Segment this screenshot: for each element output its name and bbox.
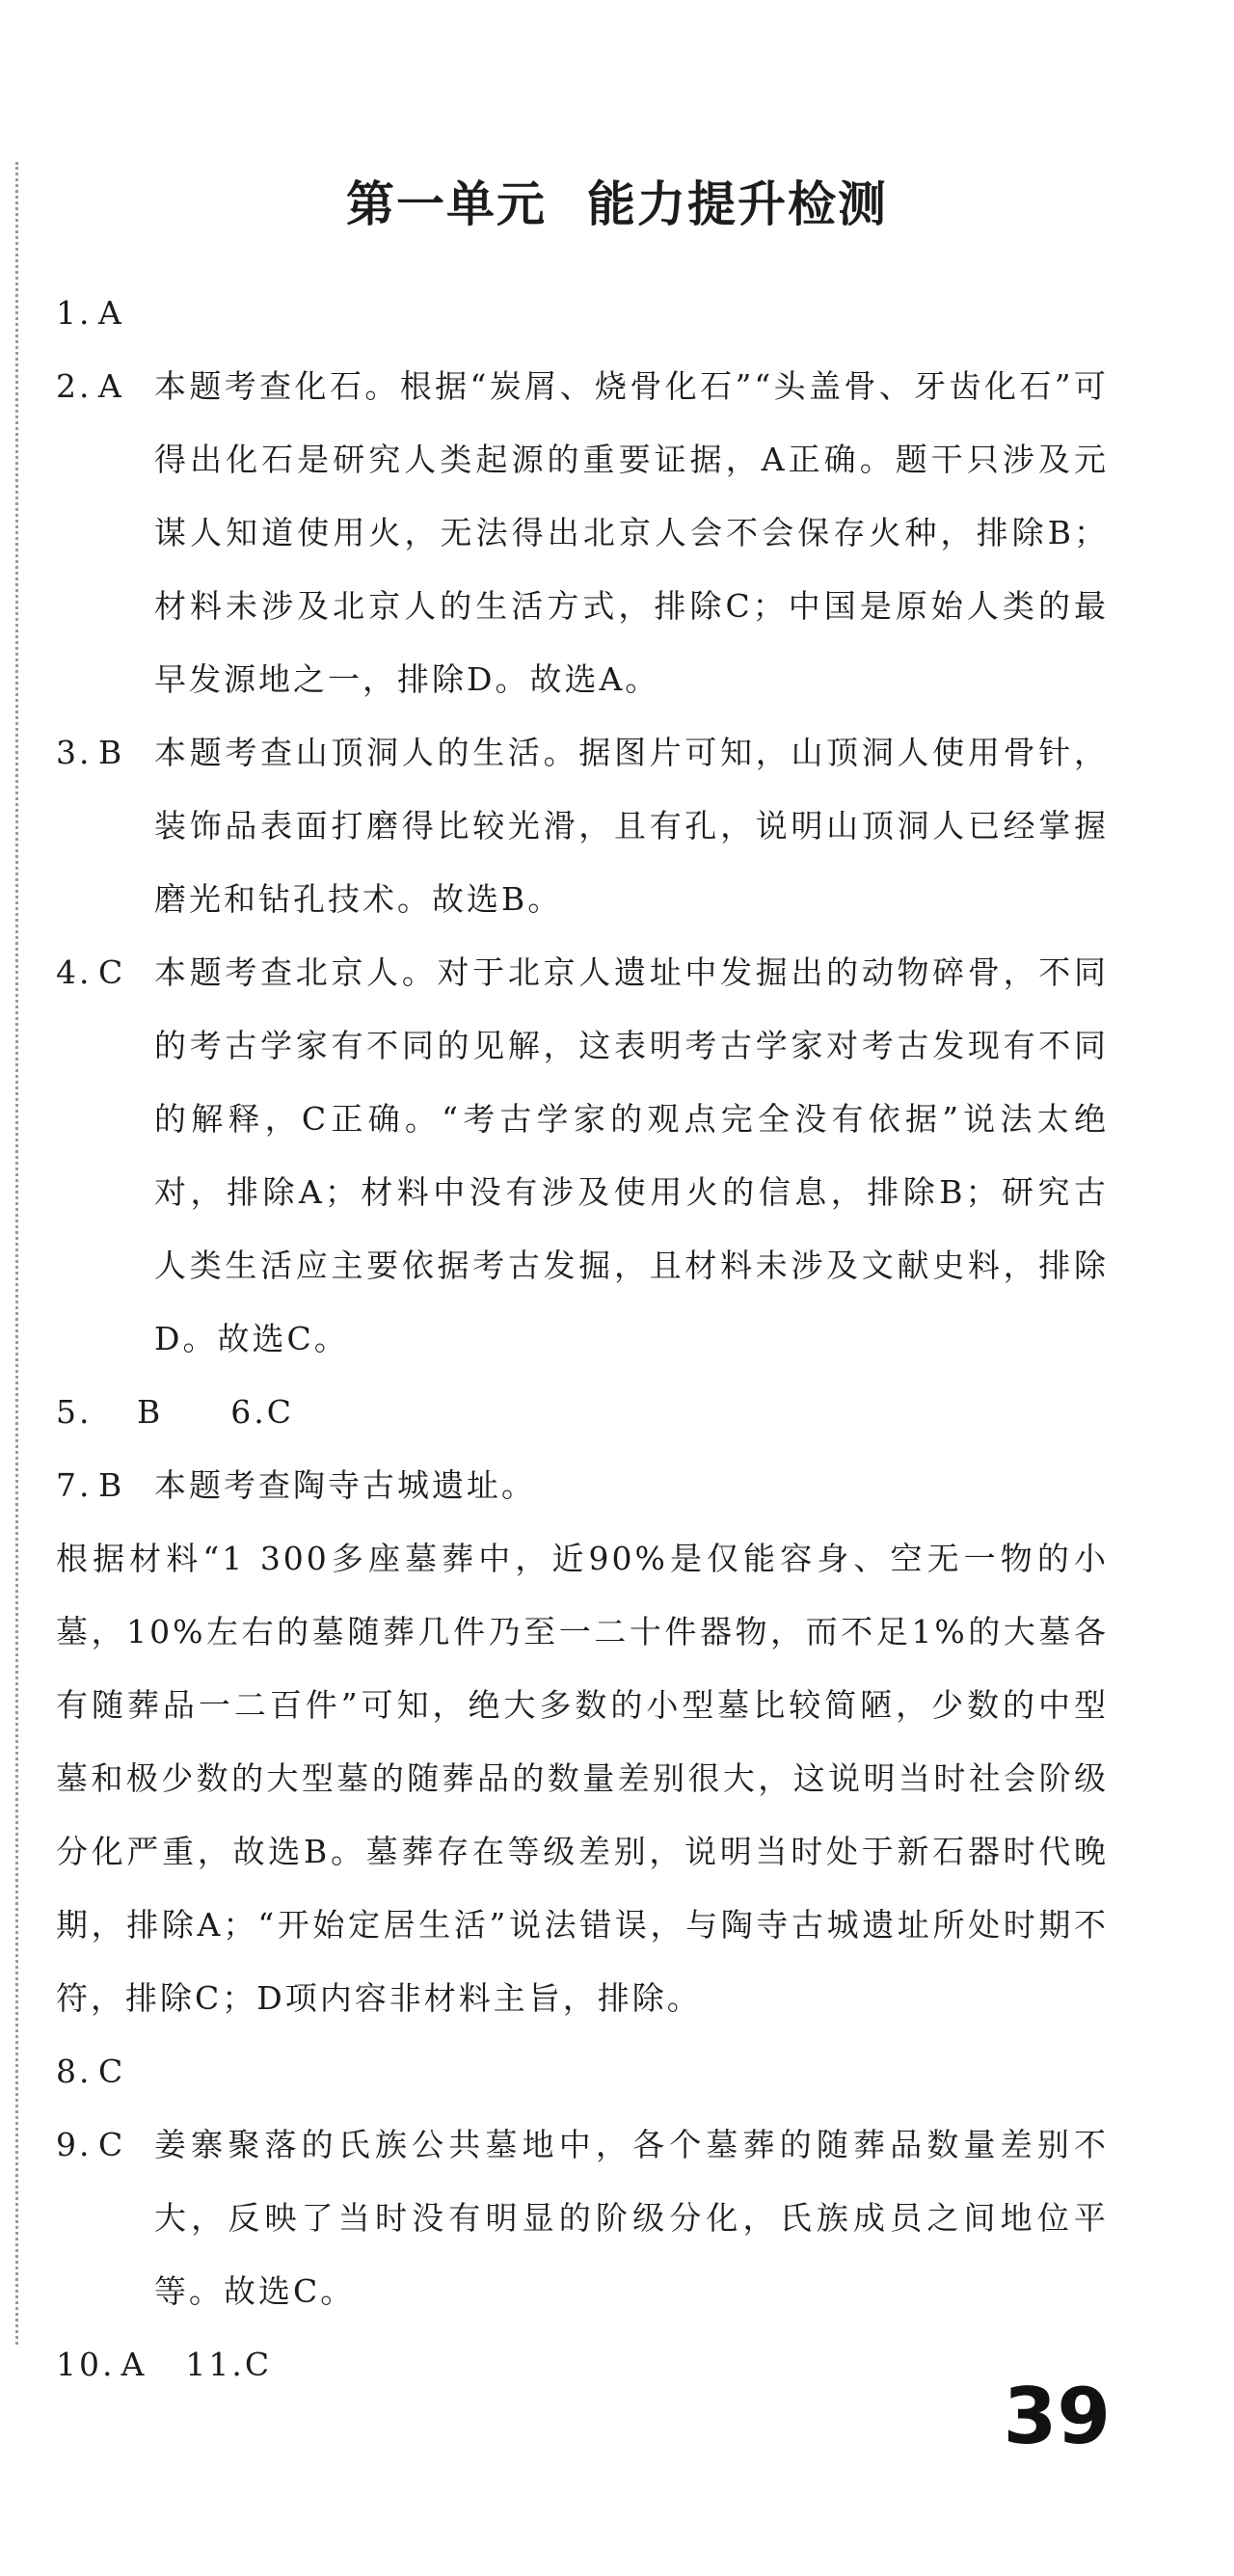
title-subject: 能力提升检测 [587,176,888,232]
answer-7-explanation: 本题考查陶寺古城遗址。 [154,1466,536,1504]
answer-1: 1. A [56,294,124,332]
answer-2: 2. A 本题考查化石。根据“炭屑、烧骨化石”“头盖骨、牙齿化石”可得出化石是研究人类起源的重要证据，A正确。题干只涉及元谋人知道使用火，无法得出北京人会不会保存火种，排除B；材料未涉及北京人的生活方式，排除C；中国是原始人类的最早发源地之一，排除D。故选A。 [56,350,1109,716]
binding-margin-line [15,162,18,2345]
answer-8: 8. C [56,2053,126,2090]
answer-7-paragraph: 根据材料“1 300多座墓葬中，近90%是仅能容身、空无一物的小墓，10%左右的墓随葬几件乃至一二十件器物，而不足1%的大墓各有随葬品一二百件”可知，绝大多数的小型墓比较简陋，少数的中型墓和极少数的大型墓的随葬品的数量差别很大，这说明当时社会阶级分化严重，故选B。墓葬存在等级差别，说明当时处于新石器时代晚期，排除A；“开始定居生活”说法错误，与陶寺古城遗址所处时期不符，排除C；D项内容非材料主旨，排除。 [56,1540,1109,2017]
answer-3-explanation: 本题考查山顶洞人的生活。据图片可知，山顶洞人使用骨针，装饰品表面打磨得比较光滑，且有孔，说明山顶洞人已经掌握磨光和钻孔技术。故选B。 [154,734,1109,918]
page-number: 39 [1003,2372,1111,2461]
answer-7: 7. B 本题考查陶寺古城遗址。 [56,1449,1109,1522]
answer-4: 4. C 本题考查北京人。对于北京人遗址中发掘出的动物碎骨，不同的考古学家有不同的见解，这表明考古学家对考古发现有不同的解释，C正确。“考古学家的观点完全没有依据”说法太绝对，排除A；材料中没有涉及使用火的信息，排除B；研究古人类生活应主要依据考古发掘，且材料未涉及文献史料，排除D。故选C。 [56,936,1109,1376]
answer-10-11: 10. A 11. C [56,2346,273,2383]
answer-9-explanation: 姜寨聚落的氏族公共墓地中，各个墓葬的随葬品数量差别不大，反映了当时没有明显的阶级分化，氏族成员之间地位平等。故选C。 [154,2126,1109,2310]
answer-5-6: 5. B 6. C [56,1393,295,1431]
answer-3: 3. B 本题考查山顶洞人的生活。据图片可知，山顶洞人使用骨针，装饰品表面打磨得比较光滑，且有孔，说明山顶洞人已经掌握磨光和钻孔技术。故选B。 [56,716,1109,936]
title-unit: 第一单元 [346,176,547,232]
answer-9: 9. C 姜寨聚落的氏族公共墓地中，各个墓葬的随葬品数量差别不大，反映了当时没有明显的阶级分化，氏族成员之间地位平等。故选C。 [56,2108,1109,2328]
answer-list [56,277,1109,2402]
page-title [0,166,1234,235]
answer-4-explanation: 本题考查北京人。对于北京人遗址中发掘出的动物碎骨，不同的考古学家有不同的见解，这表明考古学家对考古发现有不同的解释，C正确。“考古学家的观点完全没有依据”说法太绝对，排除A；材料中没有涉及使用火的信息，排除B；研究古人类生活应主要依据考古发掘，且材料未涉及文献史料，排除D。故选C。 [154,953,1109,1357]
answer-2-explanation: 本题考查化石。根据“炭屑、烧骨化石”“头盖骨、牙齿化石”可得出化石是研究人类起源的重要证据，A正确。题干只涉及元谋人知道使用火，无法得出北京人会不会保存火种，排除B；材料未涉及北京人的生活方式，排除C；中国是原始人类的最早发源地之一，排除D。故选A。 [154,367,1109,698]
